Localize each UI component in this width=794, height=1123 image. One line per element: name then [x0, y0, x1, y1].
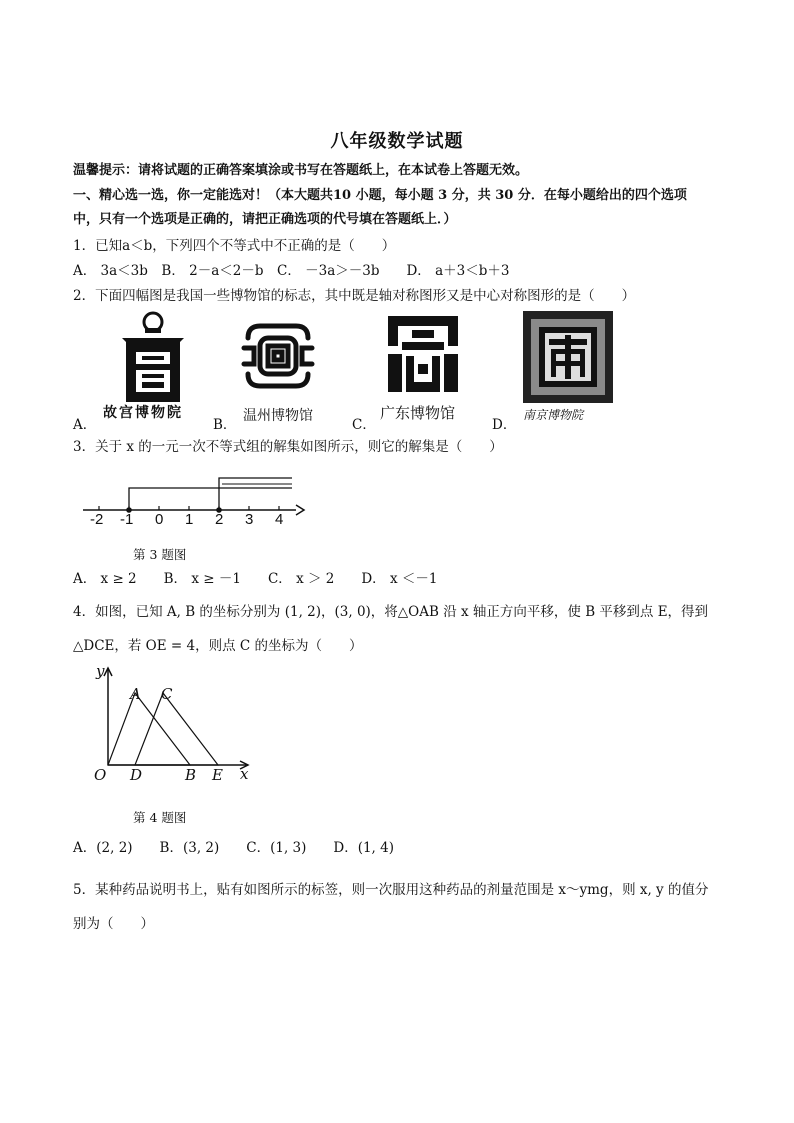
q2-stem: 2．下面四幅图是我国一些博物馆的标志，其中既是轴对称图形又是中心对称图形的是（ ）	[73, 288, 636, 304]
point-a-label: A	[130, 685, 141, 703]
q2-option-c: C．	[352, 417, 376, 433]
q4-stem-line1: 4．如图，已知 A, B 的坐标分别为 (1, 2)，(3, 0)，将△OAB 沿 x 轴正方向平移，使 B 平移到点 E，得到	[73, 604, 709, 620]
tip-text: 温馨提示：请将试题的正确答案填涂或书写在答题纸上，在本试卷上答题无效。	[73, 163, 529, 178]
tick-label: 1	[185, 511, 194, 528]
x-axis-label: x	[240, 765, 249, 783]
tick-label: -2	[90, 511, 104, 528]
q3-figure-caption: 第 3 题图	[133, 547, 187, 562]
q2-option-a: A．	[73, 417, 97, 433]
page-title: 八年级数学试题	[330, 131, 464, 152]
q5-stem-line1: 5．某种药品说明书上，贴有如图所示的标签，则一次服用这种药品的剂量范围是 x～ymg，则 x, y 的值分	[73, 882, 709, 898]
guangdong-museum-caption: 广东博物馆	[380, 404, 456, 422]
tick-label: 4	[275, 511, 284, 528]
q5-stem-line2: 别为（ ）	[73, 916, 154, 932]
q4-stem-line2: △DCE，若 OE = 4，则点 C 的坐标为（ ）	[73, 638, 363, 654]
point-b-label: B	[185, 766, 197, 784]
q4-options: A．(2, 2) B．(3, 2) C．(1, 3) D．(1, 4)	[73, 840, 395, 856]
q4-figure-caption: 第 4 题图	[133, 810, 187, 825]
point-d-label: D	[130, 766, 143, 784]
y-axis-label: y	[96, 662, 105, 680]
wenzhou-museum-logo	[238, 316, 318, 396]
q1-stem: 1．已知a＜b，下列四个不等式中不正确的是（ ）	[73, 238, 396, 254]
point-o-label: O	[94, 766, 107, 784]
q1-options: A． 3a＜3b B． 2－a＜2－b C． －3a＞－3b D． a＋3＜b＋3	[73, 263, 510, 279]
q2-option-d: D．	[492, 417, 517, 433]
tick-label: -1	[120, 511, 134, 528]
q2-option-b: B．	[213, 417, 237, 433]
wenzhou-museum-caption: 温州博物馆	[243, 408, 313, 424]
tick-label: 2	[215, 511, 224, 528]
section1-line2: 中，只有一个选项是正确的，请把正确选项的代号填在答题纸上．）	[73, 212, 457, 227]
q3-stem: 3．关于 x 的一元一次不等式组的解集如图所示，则它的解集是（ ）	[73, 439, 503, 455]
q4-coordinate-figure	[88, 660, 258, 785]
q3-number-line	[78, 470, 308, 534]
point-c-label: C	[161, 685, 173, 703]
section1-line1: 一、精心选一选，你一定能选对！（本大题共10 小题，每小题 3 分，共 30 分．在每小题给出的四个选项	[73, 188, 687, 203]
tick-label: 3	[245, 511, 254, 528]
nanjing-museum-logo	[523, 311, 613, 403]
guangdong-museum-logo	[384, 312, 462, 396]
tick-label: 0	[155, 511, 164, 528]
q3-options: A． x ≥ 2 B． x ≥ －1 C． x ＞ 2 D． x ＜－1	[73, 571, 438, 587]
nanjing-museum-caption: 南京博物院	[523, 408, 584, 422]
point-e-label: E	[212, 766, 223, 784]
palace-museum-logo	[118, 310, 188, 406]
palace-museum-caption: 故宫博物院	[103, 405, 183, 421]
